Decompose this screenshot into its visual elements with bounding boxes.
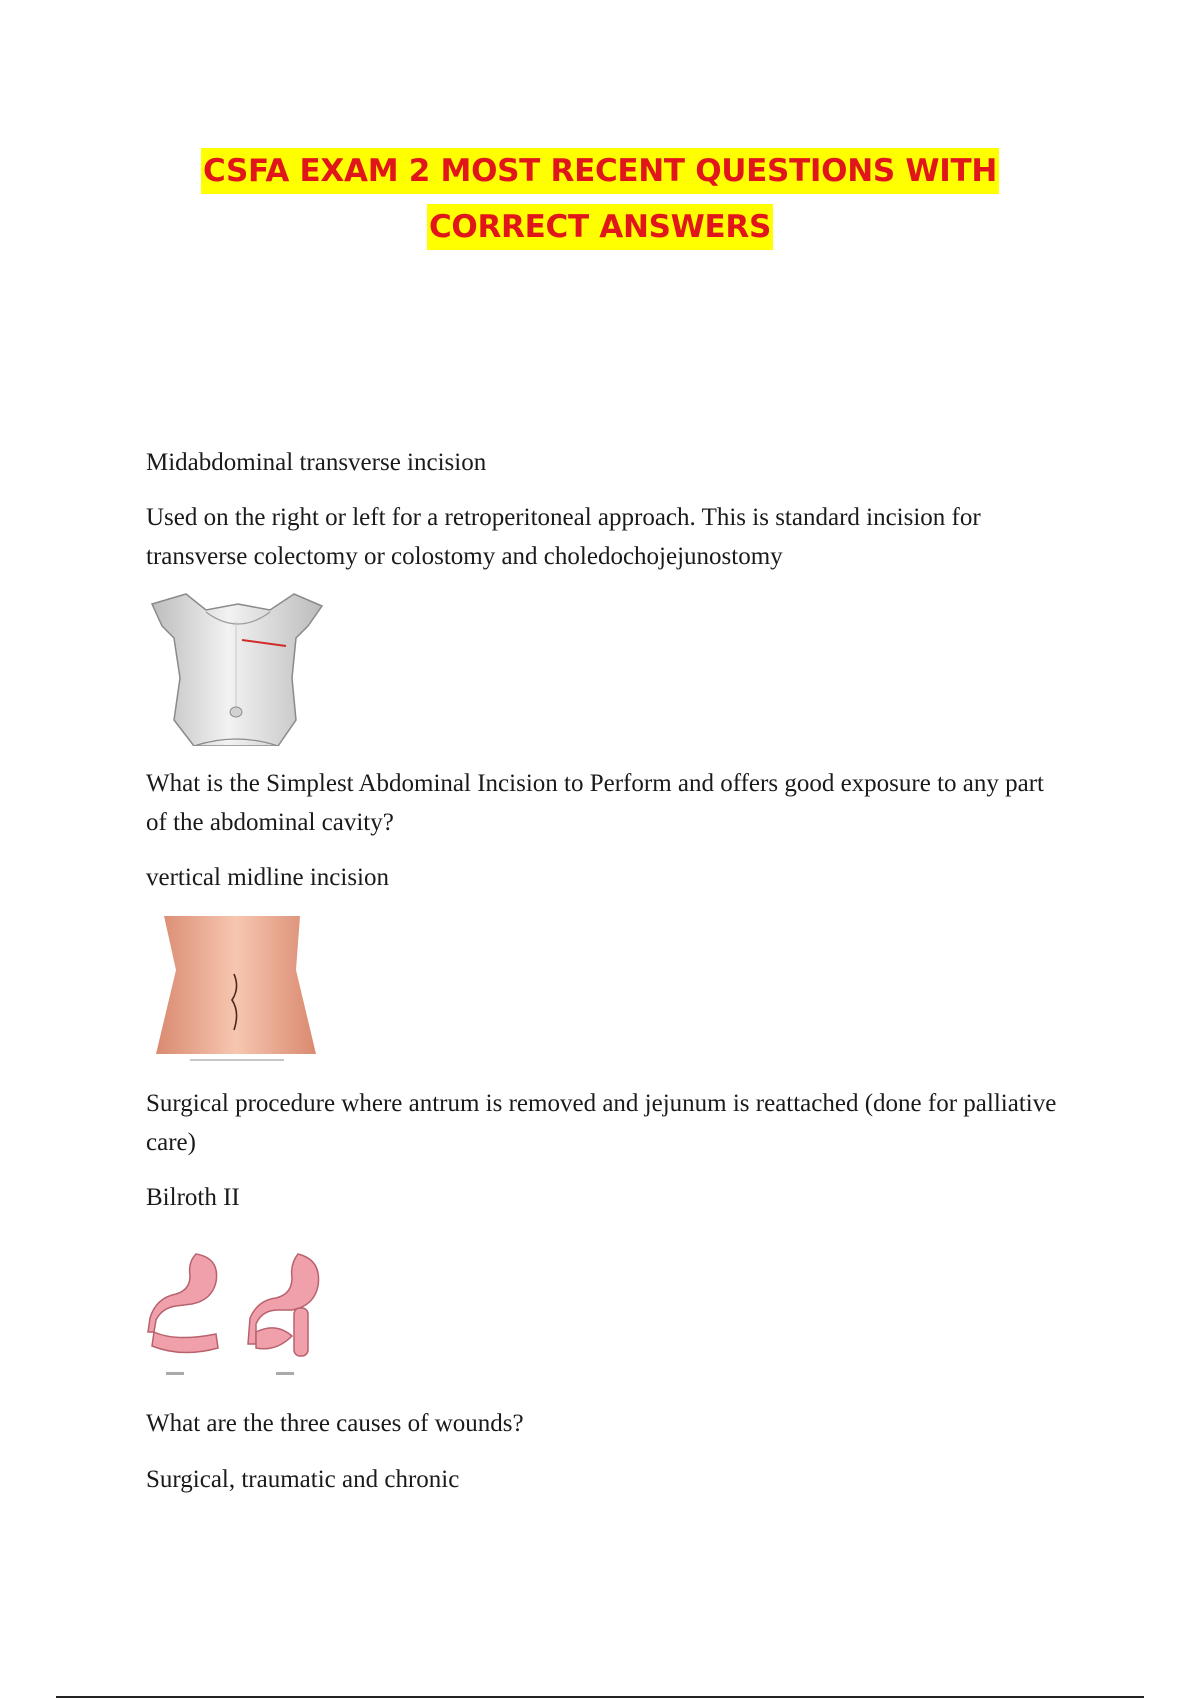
question-1: Midabdominal transverse incision [146, 449, 487, 476]
title-line-2: CORRECT ANSWERS [427, 204, 773, 250]
bilroth-procedure-illustration [146, 1248, 336, 1380]
title-line-1: CSFA EXAM 2 MOST RECENT QUESTIONS WITH [201, 148, 999, 194]
answer-3: Bilroth II [146, 1184, 240, 1211]
bilroth-stomach-2 [248, 1254, 319, 1356]
question-2: What is the Simplest Abdominal Incision to Perform and offers good exposure to any part of the abdominal cavity? [146, 770, 1044, 836]
question-4: What are the three causes of wounds? [146, 1410, 524, 1437]
midabdominal-incision-illustration [146, 592, 328, 746]
question-3: Surgical procedure where antrum is removed and jejunum is reattached (done for palliative care) [146, 1090, 1057, 1156]
answer-1: Used on the right or left for a retroperitoneal approach. This is standard incision for transverse colectomy or colostomy and choledochojejunostomy [146, 504, 981, 570]
vertical-midline-incision-illustration [154, 912, 318, 1062]
document-title [0, 148, 1200, 250]
answer-2: vertical midline incision [146, 864, 389, 891]
bilroth-stomach-1 [148, 1254, 218, 1353]
answer-4: Surgical, traumatic and chronic [146, 1466, 460, 1493]
footer-rule [56, 1696, 1144, 1698]
